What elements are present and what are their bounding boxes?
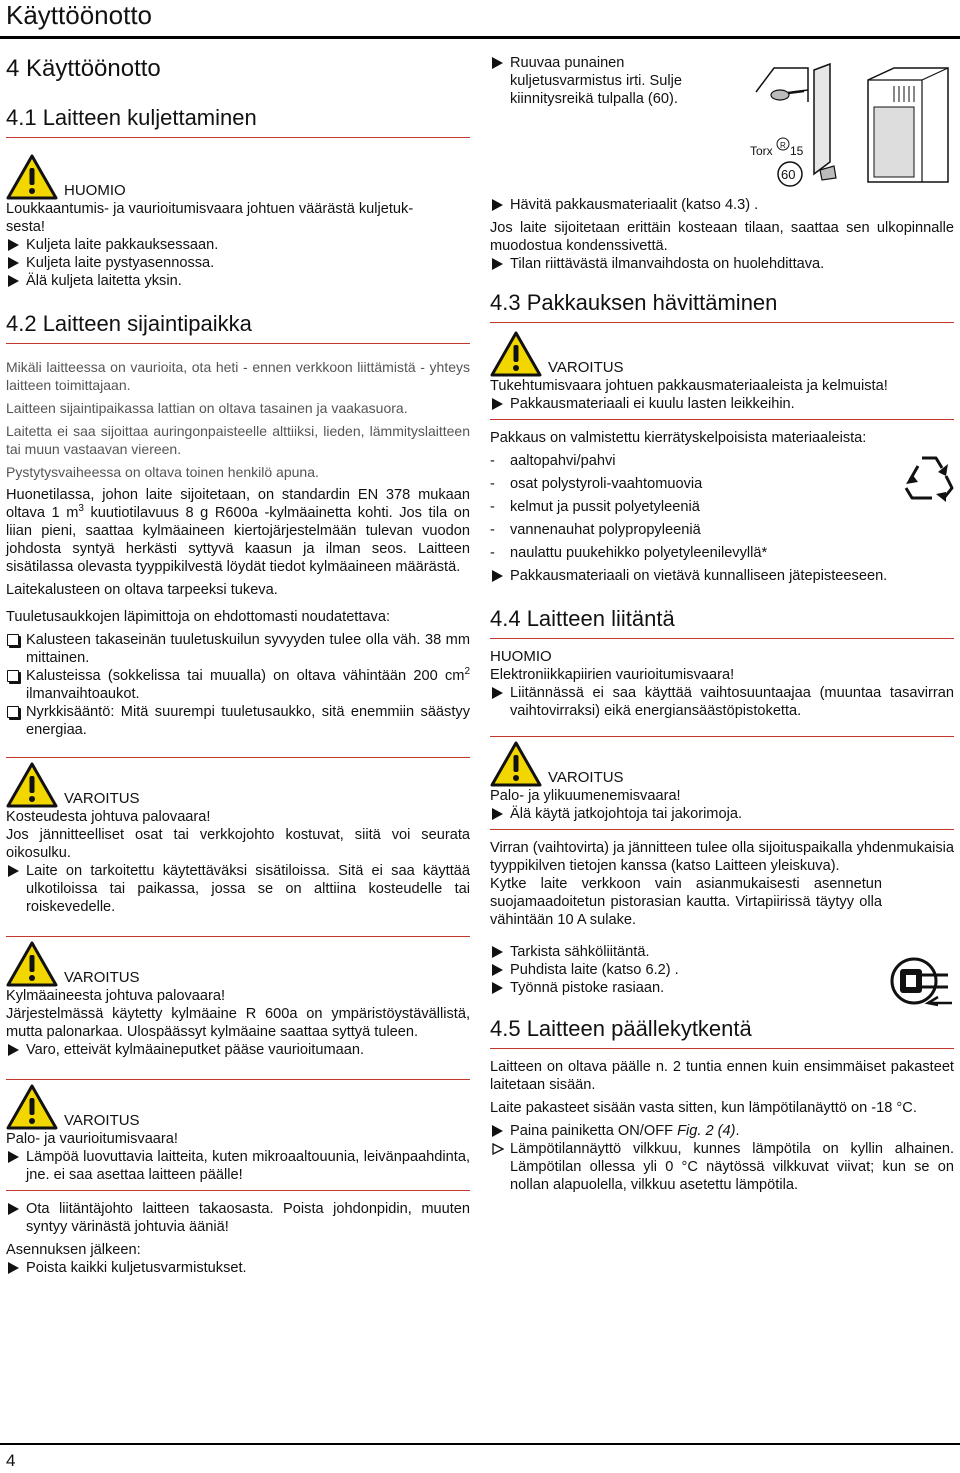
warning-triangle-icon: [6, 941, 58, 987]
text-run: Kalusteissa (sokkelissa tai muualla) on oltava vähintään 200 cm: [26, 668, 465, 684]
bullet-item: Lämpöä luovuttavia laitteita, kuten mikroaaltouunia, leivänpaahdinta, jne. ei saa asettaa laitteen päälle!: [6, 1148, 470, 1184]
bullet-item: Älä kuljeta laitetta yksin.: [6, 272, 470, 290]
list-item: - kelmut ja pussit polyetyleeniä: [490, 498, 954, 516]
paragraph: Virran (vaihtovirta) ja jännitteen tulee olla sijoituspaikalla yhdenmukaisia tyyppikilven tietojen kanssa (katso Laitteen yleiskuva).: [490, 840, 954, 874]
warning-text: Tukehtumisvaara johtuen pakkausmateriaaleista ja kelmuista!: [490, 378, 888, 394]
warning-text: Kylmäaineesta johtuva palovaara!: [6, 988, 226, 1004]
checklist-item: [6, 631, 470, 667]
warning-moisture: [6, 757, 470, 916]
warning-signal-word: VAROITUS: [548, 359, 624, 376]
header-rule: [0, 36, 960, 39]
list-item: - aaltopahvi/pahvi: [490, 452, 954, 470]
paragraph: Jos laite sijoitetaan erittäin kosteaan tilaan, saattaa sen ulkopinnalle muodostua kondenssivettä.: [490, 220, 954, 254]
paragraph: Laite pakasteet sisään vasta sitten, kun lämpötilanäyttö on -18 °C.: [490, 1100, 917, 1116]
bullet-item: Tarkista sähköliitäntä.: [490, 943, 954, 961]
warning-signal-word: VAROITUS: [64, 969, 140, 986]
warning-signal-word: VAROITUS: [64, 790, 140, 807]
result-item: [490, 1140, 954, 1194]
recycle-icon: [902, 452, 956, 504]
notice-text: Elektroniikkapiirien vaurioitumisvaara!: [490, 667, 735, 683]
section-4-4-title: 4.4 Laitteen liitäntä: [490, 605, 954, 639]
text-run: ilmanvaihtoaukot.: [26, 686, 140, 702]
checkbox-icon: [7, 706, 19, 718]
notice-text-line: sesta!: [6, 219, 45, 235]
section-divider: [490, 829, 954, 830]
paragraph: Pystytysvaiheessa on oltava toinen henkilö apuna.: [6, 464, 319, 480]
warning-triangle-icon: [490, 331, 542, 377]
paragraph: Laitekalusteen on oltava tarpeeksi tukeva.: [6, 582, 278, 598]
warning-suffocation: [490, 327, 954, 413]
running-header-title: Käyttöönotto: [6, 0, 152, 30]
bullet-item: Kuljeta laite pystyasennossa.: [6, 254, 470, 272]
warning-text: Palo- ja vaurioitumisvaara!: [6, 1131, 178, 1147]
registered-mark: R: [780, 141, 786, 150]
superscript: 3: [78, 503, 84, 515]
warning-heat-devices: [6, 1079, 470, 1184]
text-run: Lämpötilannäyttö vilkkuu, kunnes lämpötila on kyllin alhainen. Lämpötilan ollessa yli 0 °C näytössä vilkkuvat viivat; kun se on nollan alapuolella, vilkkuu asetettu lämpötila.: [510, 1141, 954, 1193]
bullet-item: Tilan riittävästä ilmanvaihdosta on huolehdittava.: [490, 255, 954, 273]
warning-signal-word: VAROITUS: [64, 1112, 140, 1129]
paragraph: Laitteen sijaintipaikassa lattian on oltava tasainen ja vaakasuora.: [6, 400, 408, 416]
bullet-item: Pakkausmateriaali on vietävä kunnalliseen jätepisteeseen.: [490, 567, 954, 585]
checklist-item: [6, 667, 470, 703]
bullet-item: Ota liitäntäjohto laitteen takaosasta. Poista johdonpidin, muuten syntyy värinästä johtuvia ääniä!: [6, 1200, 470, 1236]
torx-label: Torx: [750, 144, 773, 158]
part-callout-number: 60: [781, 167, 796, 182]
checklist-item: [6, 703, 470, 739]
list-item: - naulattu puukehikko polyetyleenilevyllä*: [490, 544, 954, 562]
superscript: 2: [464, 666, 470, 678]
list-item: - osat polystyroli-vaahtomuovia: [490, 475, 954, 493]
section-divider: [490, 419, 954, 420]
notice-text-line: Loukkaantumis- ja vaurioitumisvaara johtuen väärästä kuljetuk-: [6, 201, 414, 217]
transport-lock-illustration: [744, 62, 954, 192]
notice-transport: [6, 150, 470, 290]
bullet-item: Työnnä pistoke rasiaan.: [490, 979, 954, 997]
earthed-plug-icon: [890, 955, 956, 1007]
warning-signal-word: VAROITUS: [548, 769, 624, 786]
footer-rule: [0, 1443, 960, 1445]
section-4-1-title: 4.1 Laitteen kuljettaminen: [6, 104, 470, 138]
bullet-item: Laite on tarkoitettu käytettäväksi sisätiloissa. Sitä ei saa käyttää ulkotiloissa tai paikassa, jossa se on alttiina kosteudelle tai roiskevedelle.: [6, 862, 470, 916]
paragraph: Asennuksen jälkeen:: [6, 1242, 141, 1258]
warning-triangle-icon: [6, 154, 58, 200]
warning-text: Palo- ja ylikuumenemisvaara!: [490, 788, 681, 804]
section-4-5-title: 4.5 Laitteen päällekytkentä: [490, 1015, 954, 1049]
warning-triangle-icon: [6, 1084, 58, 1130]
paragraph: Laitteen on oltava päälle n. 2 tuntia ennen kuin ensimmäiset pakasteet laitetaan sisään.: [490, 1059, 954, 1093]
notice-signal-word: HUOMIO: [490, 648, 552, 665]
left-column: [6, 50, 470, 1277]
checkbox-icon: [7, 670, 19, 682]
warning-text: Kosteudesta johtuva palovaara!: [6, 809, 211, 825]
bullet-item: [490, 1122, 954, 1140]
notice-signal-word: HUOMIO: [64, 182, 126, 199]
text-run: Nyrkkisääntö: Mitä suurempi tuuletusaukko, sitä enemmiin säästyy energiaa.: [26, 704, 470, 738]
checkbox-icon: [7, 634, 19, 646]
appliance-door: [874, 107, 914, 177]
paragraph: Tuuletusaukkojen läpimittoja on ehdottomasti noudatettava:: [6, 609, 391, 625]
right-column-main: [490, 196, 954, 1194]
warning-triangle-icon: [490, 741, 542, 787]
paragraph: Laitetta ei saa sijoittaa auringonpaisteelle alttiiksi, lieden, lämmityslaitteen tai muun vastaavan viereen.: [6, 423, 470, 457]
bullet-item: Kuljeta laite pakkauksessaan.: [6, 236, 470, 254]
warning-text: Järjestelmässä käytetty kylmäaine R 600a on ympäristöystävällistä, mutta palonarkaa. Ulospäässyt kylmäaine saattaa syttyä tuleen.: [6, 1006, 470, 1040]
page-number: 4: [6, 1451, 16, 1470]
bullet-item: Hävitä pakkausmateriaalit (katso 4.3) .: [490, 196, 954, 214]
paragraph: Pakkaus on valmistettu kierrätyskelpoisista materiaaleista:: [490, 430, 867, 446]
result-triangle-icon: [492, 1143, 504, 1155]
list-item: - vannenauhat polypropyleeniä: [490, 521, 954, 539]
paragraph: Mikäli laitteessa on vaurioita, ota heti - ennen verkkoon liittämistä - yhteys laitteen toimittajaan.: [6, 359, 470, 393]
text-run: Paina painiketta ON/OFF: [510, 1123, 678, 1139]
figure-reference: Fig. 2 (4): [677, 1123, 736, 1139]
bullet-item: Ruuvaa punainen kuljetusvarmistus irti. Sulje kiinnitysreikä tulpalla (60).: [490, 54, 736, 108]
door-panel: [814, 64, 830, 174]
torx-size: 15: [790, 144, 804, 158]
bullet-item: Poista kaikki kuljetusvarmistukset.: [6, 1259, 470, 1277]
text-run: kuutiotilavuus 8 g R600a -kylmäainetta kohti. Jos tila on liian pieni, saattaa kylmäaineen kiertojärjestelmään tulevan vuodon johdosta syntyä herkästi syttyvä kaasun ja ilman seos. Laitteen sisätilassa olevasta tyyppikilvestä löydät tiedot kylmäaineen määrästä.: [6, 505, 470, 575]
text-run: Huonetilassa, johon laite sijoitetaan, on standardin EN 378 mukaan oltava 1 m: [6, 487, 470, 521]
warning-overheating: [490, 736, 954, 823]
bullet-item: Pakkausmateriaali ei kuulu lasten leikkeihin.: [490, 395, 954, 413]
transport-lock-instruction: [490, 54, 736, 108]
paragraph-room-volume: [6, 486, 470, 576]
bullet-item: Liitännässä ei saa käyttää vaihtosuuntaajaa (muuntaa tasavirran vaihtovirraksi) eikä energiansäästöpistoketta.: [490, 684, 954, 720]
warning-refrigerant: [6, 936, 470, 1059]
section-4-2-title: 4.2 Laitteen sijaintipaikka: [6, 310, 470, 344]
warning-triangle-icon: [6, 762, 58, 808]
section-divider: [6, 1190, 470, 1191]
bullet-item: Varo, etteivät kylmäaineputket pääse vaurioitumaan.: [6, 1041, 470, 1059]
bullet-item: Puhdista laite (katso 6.2) .: [490, 961, 954, 979]
section-4-3-title: 4.3 Pakkauksen hävittäminen: [490, 289, 954, 323]
bullet-item: Älä käytä jatkojohtoja tai jakorimoja.: [490, 805, 954, 823]
text-run: .: [735, 1123, 740, 1139]
warning-text: Jos jännitteelliset osat tai verkkojohto kostuvat, siitä voi seurata oikosulku.: [6, 827, 470, 861]
chapter-title: 4 Käyttöönotto: [6, 55, 161, 82]
text-run: Kalusteen takaseinän tuuletuskuilun syvyyden tulee olla väh. 38 mm mittainen.: [26, 632, 470, 666]
paragraph: Kytke laite verkkoon vain asianmukaisesti asennetun suojamaadoitetun pistorasian kautta. Virtapiirissä täytyy olla vähintään 10 A sulake.: [490, 876, 882, 928]
